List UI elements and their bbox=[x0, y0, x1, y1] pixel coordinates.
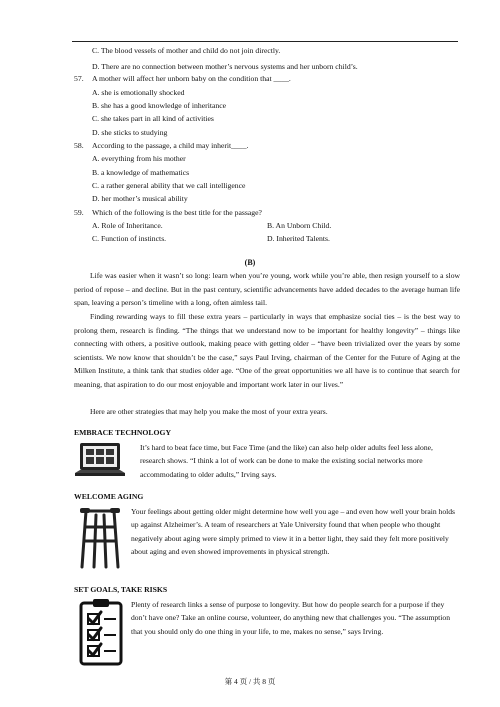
passage-paragraph-2: Finding rewarding ways to fill these extra years – particularly in ways that emphasize social ties – is the best way to prolong them, research is finding. “The things that we understand now to be important for healthy longevity” – things like connecting with others, a positive outlook, making peace with getting older – “have been trivialized over the years by some scientists. We now know that shouldn’t be the case,” says Paul Irving, chairman of the Center for the Future of Aging at the Milken Institute, a think tank that studies older age. “One of the great opportunities we all have is to continue that search for meaning, that aspiration to do our most enjoyable and important work later in our lives.” bbox=[74, 312, 460, 389]
q58-option-d: D. her mother’s musical ability bbox=[92, 194, 188, 203]
welcome-aging-text: Your feelings about getting older might determine how well you age – and even how well your brain holds up against Alzheimer’s. A team of researchers at Yale University found that when people who thought negatively about aging were simply primed to view it in a better light, they said they felt more positively about aging and even showed improvements in physical strength. bbox=[131, 507, 456, 557]
q57-option-c: C. she takes part in all kind of activities bbox=[92, 114, 214, 123]
q59-number: 59. bbox=[74, 208, 84, 217]
embrace-technology-text: It’s hard to beat face time, but Face Time (and the like) can also help older adults feel less alone, research shows. “I think a lot of work can be done to make the existing social networks more accommodating to older adults,” Irving says. bbox=[140, 443, 433, 479]
q58-option-b: B. a knowledge of mathematics bbox=[92, 168, 190, 177]
set-goals-text: Plenty of research links a sense of purpose to longevity. But how do people search for a purpose if they don’t have one? Take an online course, volunteer, do anything new that challenges you. “The assumption that you should only do one thing in your life, to me, makes no sense,” says Irving. bbox=[131, 600, 450, 636]
q57-option-a: A. she is emotionally shocked bbox=[92, 88, 185, 97]
set-goals-heading: SET GOALS, TAKE RISKS bbox=[74, 585, 168, 594]
header-rule bbox=[72, 41, 458, 42]
walker-icon bbox=[76, 505, 124, 569]
q57-option-d: D. she sticks to studying bbox=[92, 128, 168, 137]
page-footer: 第 4 页 / 共 8 页 bbox=[224, 677, 276, 686]
welcome-aging-heading: WELCOME AGING bbox=[74, 492, 144, 501]
q58-option-c: C. a rather general ability that we call intelligence bbox=[92, 181, 246, 190]
passage-paragraph-1: Life was easier when it wasn’t so long: learn when you’re young, work while you’re able, then resign yourself to a slow period of repose – and decline. But in the past century, scientific advancements have added decades to the average human life span, leaving a person’s timeline with a long, often aimless tail. bbox=[74, 271, 460, 308]
q58-text: According to the passage, a child may inherit____. bbox=[92, 141, 249, 150]
q58-option-a: A. everything from his mother bbox=[92, 154, 186, 163]
q59-option-d: D. Inherited Talents. bbox=[267, 234, 330, 243]
q57-text: A mother will affect her unborn baby on the condition that ____. bbox=[92, 74, 291, 83]
checklist-icon bbox=[79, 598, 123, 666]
q56-option-d: D. There are no connection between mother’s nervous systems and her unborn child’s. bbox=[92, 62, 358, 71]
embrace-technology-heading: EMBRACE TECHNOLOGY bbox=[74, 428, 172, 437]
section-b-title: (B) bbox=[244, 258, 256, 267]
q57-number: 57. bbox=[74, 74, 84, 83]
q57-option-b: B. she has a good knowledge of inheritance bbox=[92, 101, 227, 110]
q59-option-b: B. An Unborn Child. bbox=[267, 221, 332, 230]
q56-option-c: C. The blood vessels of mother and child do not join directly. bbox=[92, 46, 281, 55]
laptop-icon bbox=[74, 442, 126, 478]
passage-paragraph-3: Here are other strategies that may help you make the most of your extra years. bbox=[90, 407, 328, 416]
q58-number: 58. bbox=[74, 141, 84, 150]
q59-text: Which of the following is the best title for the passage? bbox=[92, 208, 262, 217]
q59-option-a: A. Role of Inheritance. bbox=[92, 221, 163, 230]
q59-option-c: C. Function of instincts. bbox=[92, 234, 167, 243]
